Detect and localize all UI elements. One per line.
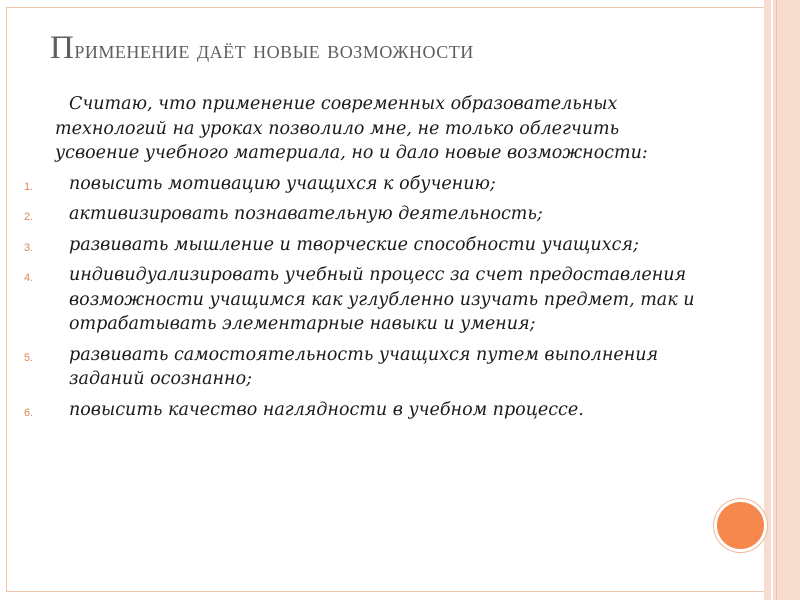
list-item-text: повысить мотивацию учащихся к обучению; <box>69 173 496 194</box>
list-item <box>0 263 709 337</box>
list-item-number: 1. <box>24 180 34 193</box>
decorative-circle <box>714 499 767 552</box>
decorative-band-line <box>771 0 773 600</box>
intro-paragraph: Считаю, что применение современных образовательных технологий на уроках позволило мне, не только облегчить усвоение учебного материала, но и дало новые возможности: <box>55 94 648 163</box>
decorative-band-line-thin <box>776 0 777 600</box>
title-first-letter: П <box>50 30 75 66</box>
list-item-number: 2. <box>24 211 34 223</box>
title-rest: рименение даёт новые возможности <box>74 35 474 64</box>
list-item-number: 6. <box>24 406 34 419</box>
decorative-side-band <box>764 0 800 600</box>
list-item-number: 5. <box>24 351 34 364</box>
list-item-text: повысить качество наглядности в учебном процессе. <box>69 399 584 420</box>
opportunities-list <box>0 172 720 423</box>
list-item <box>0 343 709 392</box>
list-item-number: 4. <box>24 272 34 284</box>
list-item-text: активизировать познавательную деятельность; <box>69 204 543 224</box>
slide-title <box>50 30 750 67</box>
list-item <box>0 172 709 197</box>
list-item <box>0 398 709 423</box>
list-item <box>0 202 709 227</box>
list-item-text: развивать мышление и творческие способности учащихся; <box>69 234 639 255</box>
slide-content <box>0 92 720 422</box>
list-item-number: 3. <box>24 241 34 254</box>
list-item-text: индивидуализировать учебный процесс за счет предоставления возможности учащимся как углубленно изучать предмет, так и отрабатывать элементарные навыки и умения; <box>69 265 695 334</box>
list-item-text: развивать самостоятельность учащихся путем выполнения заданий осознанно; <box>69 344 659 389</box>
list-item <box>0 233 709 258</box>
